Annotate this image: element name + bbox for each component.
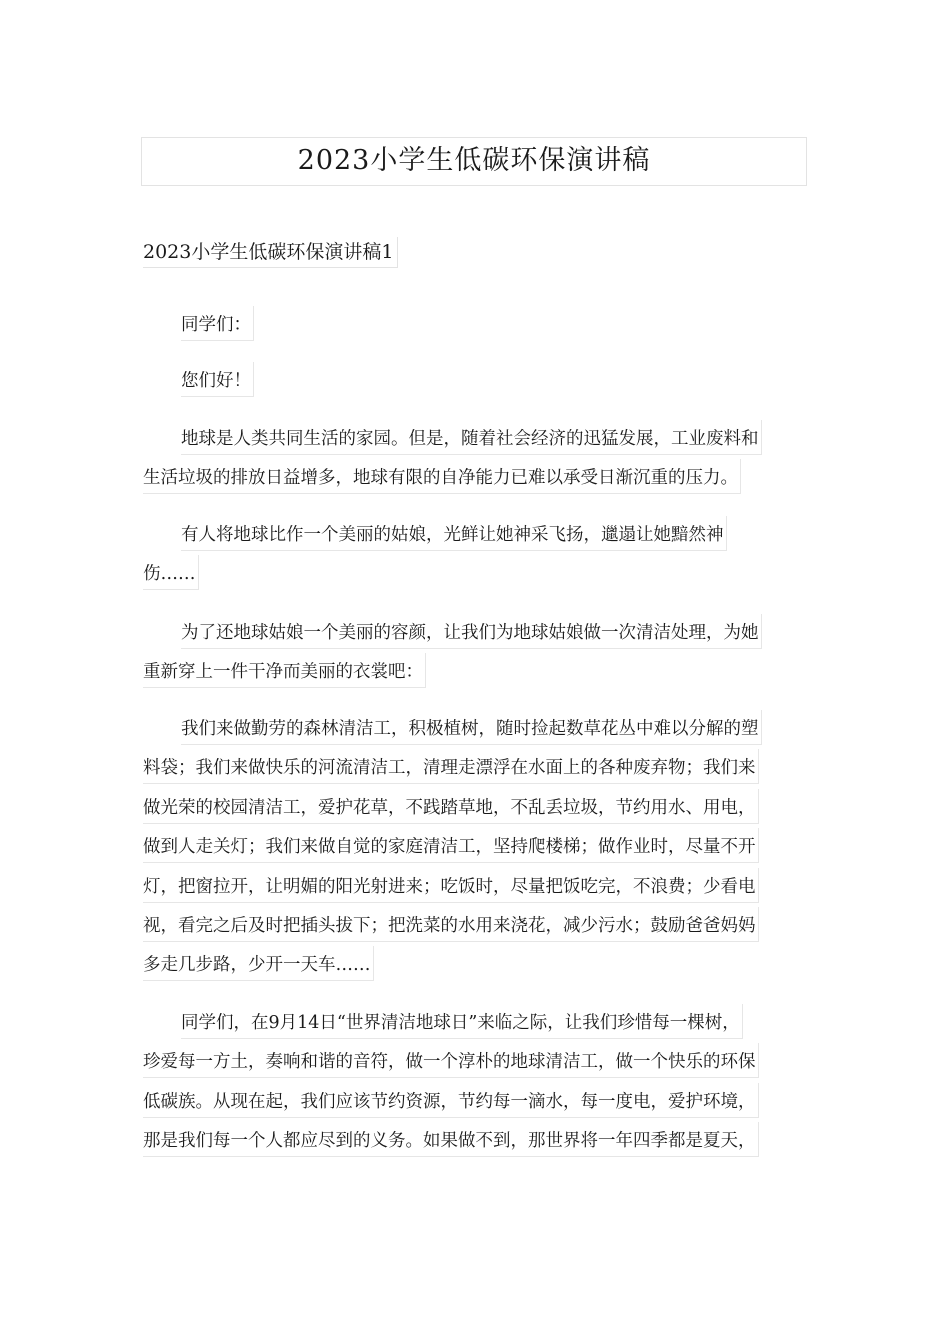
paragraph-line: 做到人走关灯；我们来做自觉的家庭清洁工，坚持爬楼梯；做作业时，尽量不开 <box>143 828 759 863</box>
paragraph-4 <box>143 710 809 986</box>
paragraph-line: 有人将地球比作一个美丽的姑娘，光鲜让她神采飞扬，邋遢让她黯然神 <box>181 516 727 551</box>
paragraph-line: 多走几步路，少开一天车…… <box>143 946 374 981</box>
paragraph-line: 珍爱每一方土，奏响和谐的音符，做一个淳朴的地球清洁工，做一个快乐的环保 <box>143 1043 759 1078</box>
paragraph-line: 为了还地球姑娘一个美丽的容颜，让我们为地球姑娘做一次清洁处理，为她 <box>181 614 762 649</box>
paragraph-line: 地球是人类共同生活的家园。但是，随着社会经济的迅猛发展，工业废料和 <box>181 420 762 455</box>
paragraph-line: 生活垃圾的排放日益增多，地球有限的自净能力已难以承受日渐沉重的压力。 <box>143 459 741 494</box>
paragraph-3 <box>143 614 809 693</box>
paragraph-line: 重新穿上一件干净而美丽的衣裳吧： <box>143 653 426 688</box>
paragraph-1 <box>143 420 809 499</box>
paragraph-2 <box>143 516 809 595</box>
section-heading: 2023小学生低碳环保演讲稿1 <box>143 237 398 268</box>
paragraph-line: 那是我们每一个人都应尽到的义务。如果做不到，那世界将一年四季都是夏天， <box>143 1122 759 1157</box>
paragraph-line: 我们来做勤劳的森林清洁工，积极植树，随时捡起数草花丛中难以分解的塑 <box>181 710 762 745</box>
paragraph-line: 料袋；我们来做快乐的河流清洁工，清理走漂浮在水面上的各种废弃物；我们来 <box>143 749 759 784</box>
paragraph-line: 低碳族。从现在起，我们应该节约资源，节约每一滴水，每一度电，爱护环境， <box>143 1083 759 1118</box>
document-title: 2023小学生低碳环保演讲稿 <box>141 137 807 186</box>
paragraph-line: 灯，把窗拉开，让明媚的阳光射进来；吃饭时，尽量把饭吃完，不浪费；少看电 <box>143 868 759 903</box>
paragraph-line: 同学们，在9月14日“世界清洁地球日”来临之际，让我们珍惜每一棵树， <box>181 1004 743 1039</box>
salutation-text: 您们好！ <box>181 362 254 397</box>
salutation-paragraph <box>143 362 809 401</box>
paragraph-5 <box>143 1004 809 1162</box>
paragraph-line: 伤…… <box>143 555 199 590</box>
paragraph-line: 视，看完之后及时把插头拔下；把洗菜的水用来浇花，减少污水；鼓励爸爸妈妈 <box>143 907 759 942</box>
greeting-paragraph <box>143 306 809 345</box>
paragraph-line: 做光荣的校园清洁工，爱护花草，不践踏草地，不乱丢垃圾，节约用水、用电， <box>143 789 759 824</box>
greeting-text: 同学们： <box>181 306 254 341</box>
